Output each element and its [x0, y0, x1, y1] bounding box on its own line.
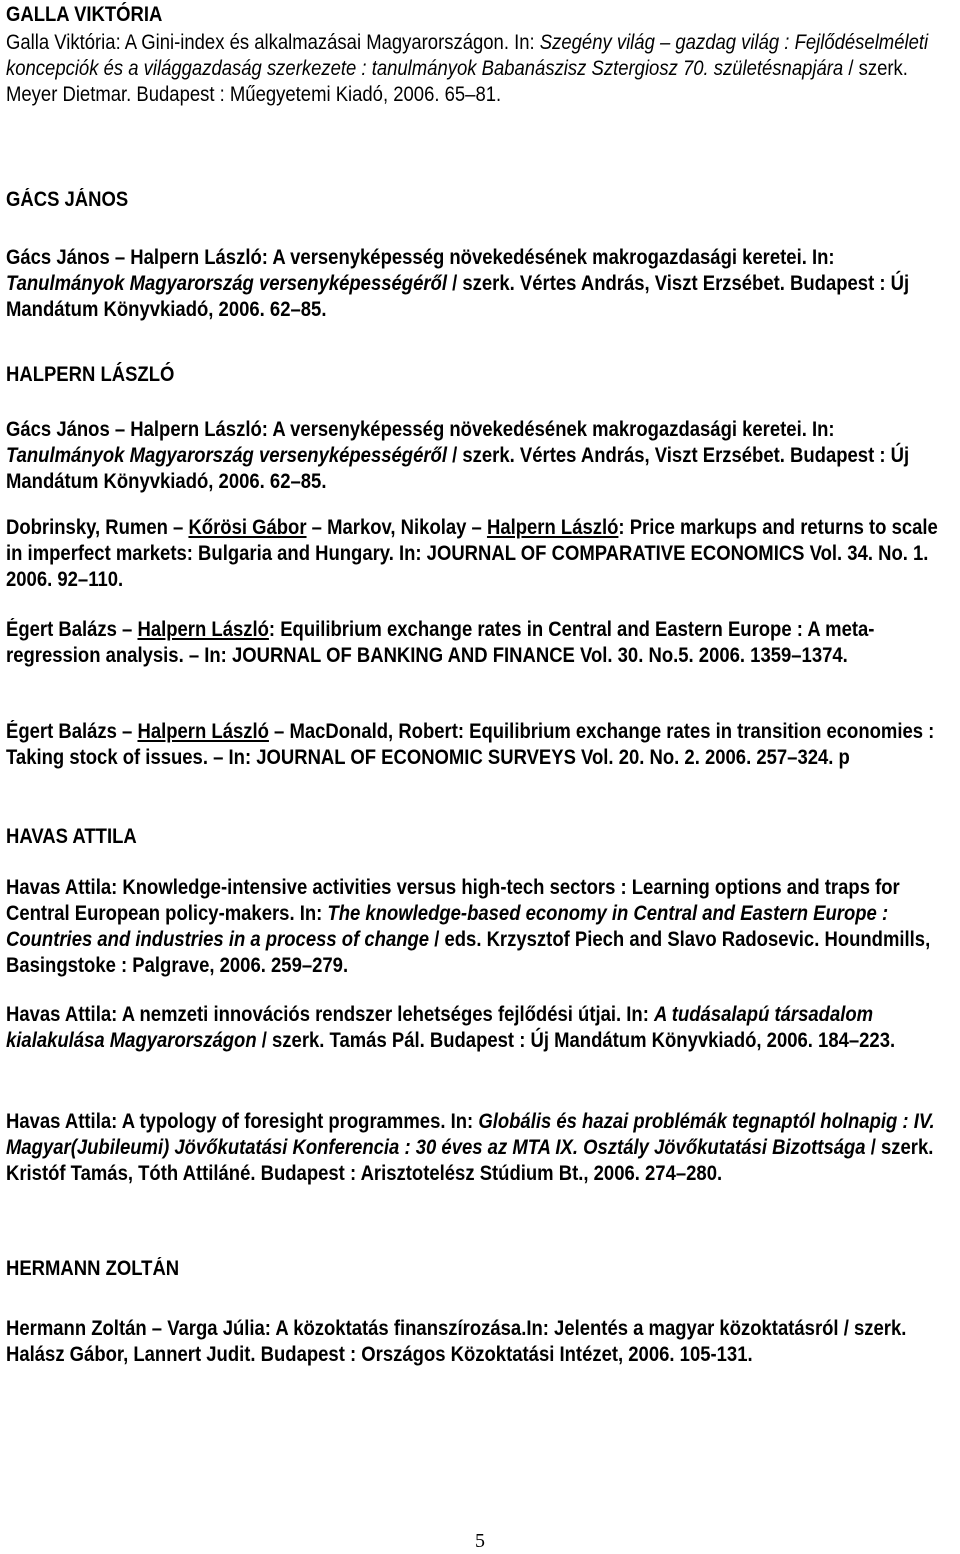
entry-text: / szerk. Tamás Pál. Budapest : Új Mandátum Könyvkiadó, 2006. 184–223.	[256, 1029, 896, 1052]
entry-title: Tanulmányok Magyarország versenyképességéről	[6, 444, 447, 467]
entry-text: Hermann Zoltán – Varga Júlia: A közoktatás finanszírozása.In: Jelentés a magyar közoktatásról / szerk. Halász Gábor, Lannert Judit. Budapest : Országos Közoktatási Intézet, 2006. 105-131.	[6, 1317, 907, 1366]
entry-text: / szerk. Meyer Dietmar. Budapest : Műegyetemi Kiadó, 2006. 65–81.	[6, 57, 908, 106]
section-heading-havas: HAVAS ATTILA	[6, 825, 137, 848]
entry-text: / szerk. Kristóf Tamás, Tóth Attiláné. Budapest : Arisztotelész Stúdium Bt., 2006. 274–280.	[6, 1136, 934, 1185]
entry-text: Havas Attila: Knowledge-intensive activities versus high-tech sectors : Learning options and traps for Central European policy-makers. In:	[6, 876, 900, 925]
bib-entry-halpern-3	[6, 617, 956, 669]
bib-entry-hermann	[6, 1316, 956, 1368]
entry-title: A tudásalapú társadalom kialakulása Magyarországon	[6, 1003, 874, 1052]
entry-text: : Price markups and returns to scale in imperfect markets: Bulgaria and Hungary. In: JOURNAL OF COMPARATIVE ECONOMICS Vol. 34. No. 1. 2006. 92–110.	[6, 516, 938, 591]
bib-entry-halpern-2	[6, 515, 956, 593]
entry-text: Gács János – Halpern László: A versenyképesség növekedésének makrogazdasági keretei. In:	[6, 246, 835, 269]
entry-text: Égert Balázs –	[6, 618, 138, 641]
author-underlined: Kőrösi Gábor	[188, 516, 307, 539]
section-heading-halpern: HALPERN LÁSZLÓ	[6, 363, 175, 386]
entry-title: Szegény világ – gazdag világ : Fejlődéselméleti koncepciók és a világgazdaság szerkezete : tanulmányok Babanászisz Sztergiosz 70. születésnapjára	[6, 31, 929, 80]
bib-entry-halpern-4	[6, 719, 956, 771]
bib-entry-havas-1	[6, 875, 956, 979]
entry-text: Galla Viktória: A Gini-index és alkalmazásai Magyarországon. In:	[6, 31, 540, 54]
entry-text: – MacDonald, Robert: Equilibrium exchange rates in transition economies : Taking stock of issues. – In: JOURNAL OF ECONOMIC SURVEYS Vol. 20. No. 2. 2006. 257–324. p	[6, 720, 935, 769]
bib-entry-gacs	[6, 245, 956, 323]
author-underlined: Halpern László	[137, 720, 269, 743]
entry-text: Dobrinsky, Rumen –	[6, 516, 189, 539]
section-heading-gacs: GÁCS JÁNOS	[6, 188, 129, 211]
entry-text: Gács János – Halpern László: A versenyképesség növekedésének makrogazdasági keretei. In:	[6, 418, 835, 441]
author-underlined: Halpern László	[137, 618, 269, 641]
section-heading-hermann: HERMANN ZOLTÁN	[6, 1257, 180, 1280]
bib-entry-halpern-1	[6, 417, 956, 495]
page-number: 5	[475, 1530, 485, 1552]
entry-text: Égert Balázs –	[6, 720, 138, 743]
bib-entry-galla	[6, 30, 956, 108]
entry-text: / szerk. Vértes András, Viszt Erzsébet. Budapest : Új Mandátum Könyvkiadó, 2006. 62–85.	[6, 272, 910, 321]
entry-title: Tanulmányok Magyarország versenyképességéről	[6, 272, 447, 295]
entry-text: Havas Attila: A typology of foresight programmes. In:	[6, 1110, 479, 1133]
entry-title: Globális és hazai problémák tegnaptól holnapig : IV. Magyar(Jubileumi) Jövőkutatási Konferencia : 30 éves az MTA IX. Osztály Jövőkutatási Bizottsága	[6, 1110, 935, 1159]
author-underlined: Halpern László	[486, 516, 619, 539]
bib-entry-havas-2	[6, 1002, 956, 1054]
entry-text: / szerk. Vértes András, Viszt Erzsébet. Budapest : Új Mandátum Könyvkiadó, 2006. 62–85.	[6, 444, 910, 493]
entry-text: – Markov, Nikolay –	[306, 516, 487, 539]
entry-title: The knowledge-based economy in Central and Eastern Europe : Countries and industries in a process of change	[6, 902, 889, 951]
section-heading-galla: GALLA VIKTÓRIA	[6, 3, 163, 26]
bib-entry-havas-3	[6, 1109, 956, 1187]
entry-text: : Equilibrium exchange rates in Central and Eastern Europe : A meta-regression analysis. – In: JOURNAL OF BANKING AND FINANCE Vol. 30. No.5. 2006. 1359–1374.	[6, 618, 875, 667]
entry-text: Havas Attila: A nemzeti innovációs rendszer lehetséges fejlődési útjai. In:	[6, 1003, 655, 1026]
entry-text: / eds. Krzysztof Piech and Slavo Radosevic. Houndmills, Basingstoke : Palgrave, 2006. 259–279.	[6, 928, 931, 977]
